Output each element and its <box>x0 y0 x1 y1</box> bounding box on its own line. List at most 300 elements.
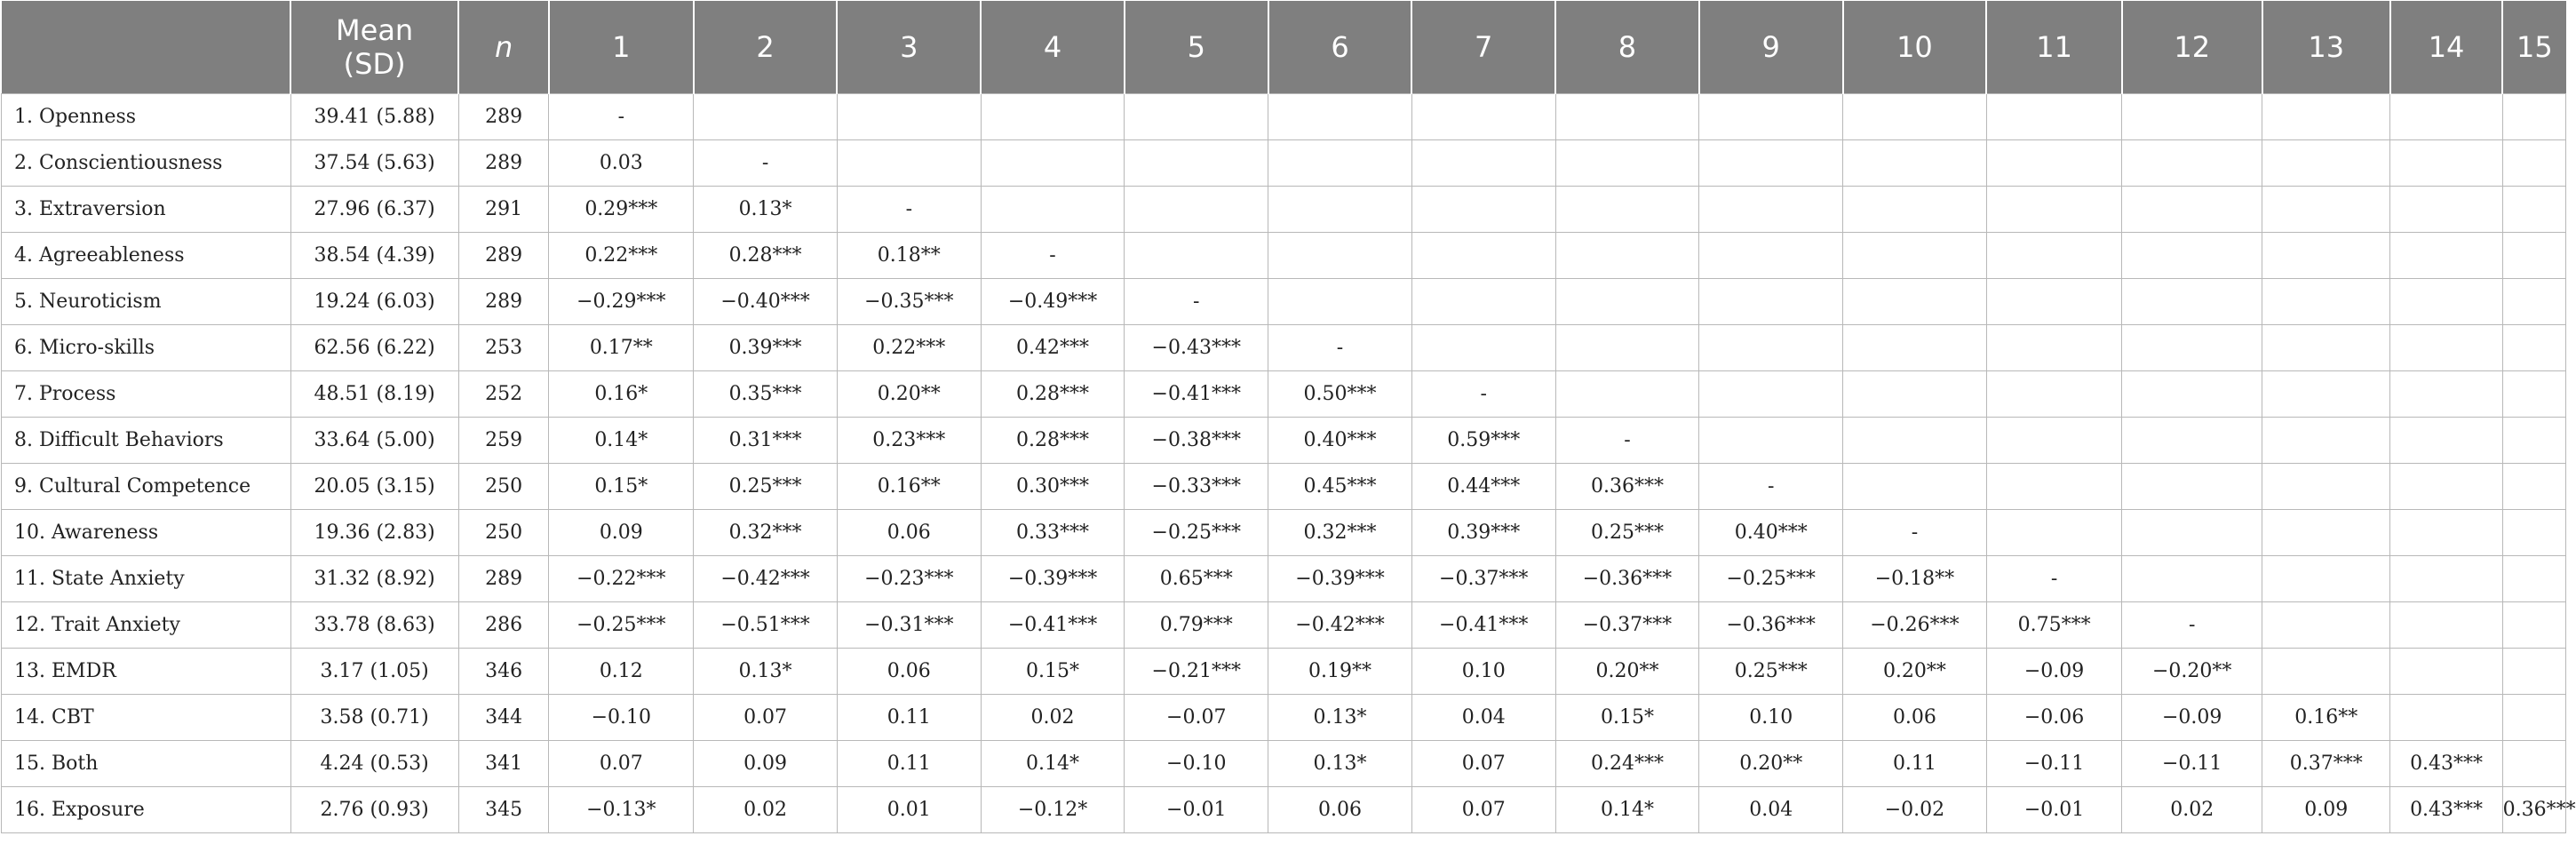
correlation-cell <box>1411 279 1555 325</box>
n-cell: 252 <box>458 371 549 418</box>
correlation-cell: −0.18** <box>1843 556 1987 602</box>
mean-sd-cell: 38.54 (4.39) <box>290 233 458 279</box>
correlation-cell <box>2390 556 2502 602</box>
correlation-cell <box>1699 325 1843 371</box>
correlation-cell: - <box>1411 371 1555 418</box>
correlation-cell: 0.75*** <box>1986 602 2122 649</box>
correlation-cell: −0.31*** <box>837 602 981 649</box>
header-blank <box>2 1 291 94</box>
correlation-cell <box>2390 418 2502 464</box>
correlation-cell <box>1843 464 1987 510</box>
correlation-cell <box>2390 510 2502 556</box>
correlation-cell: 0.03 <box>549 140 694 187</box>
n-cell: 289 <box>458 140 549 187</box>
correlation-cell: 0.20** <box>1555 649 1699 695</box>
variable-label: 12. Trait Anxiety <box>2 602 291 649</box>
correlation-cell: 0.44*** <box>1411 464 1555 510</box>
correlation-cell <box>2390 140 2502 187</box>
table-row <box>2 279 2566 325</box>
n-cell: 289 <box>458 279 549 325</box>
correlation-cell <box>1986 140 2122 187</box>
variable-label: 11. State Anxiety <box>2 556 291 602</box>
correlation-cell <box>981 187 1125 233</box>
table-body <box>2 94 2576 833</box>
table-row <box>2 510 2566 556</box>
correlation-cell <box>2262 602 2390 649</box>
table-row <box>2 649 2566 695</box>
correlation-cell: - <box>2122 602 2262 649</box>
correlation-cell <box>2502 695 2565 741</box>
correlation-cell <box>1555 140 1699 187</box>
n-cell: 289 <box>458 233 549 279</box>
correlation-cell: 0.79*** <box>1125 602 1268 649</box>
correlation-cell: −0.13* <box>549 787 694 833</box>
correlation-cell: 0.40*** <box>1699 510 1843 556</box>
correlation-cell <box>2122 279 2262 325</box>
mean-sd-cell: 4.24 (0.53) <box>290 741 458 787</box>
correlation-cell: 0.02 <box>2122 787 2262 833</box>
correlation-cell <box>2502 649 2565 695</box>
correlation-cell <box>2262 371 2390 418</box>
correlation-cell: - <box>1555 418 1699 464</box>
correlation-cell <box>2122 464 2262 510</box>
correlation-cell <box>1843 187 1987 233</box>
variable-label: 13. EMDR <box>2 649 291 695</box>
correlation-cell: 0.50*** <box>1268 371 1412 418</box>
correlation-cell: −0.01 <box>1986 787 2122 833</box>
correlation-cell: −0.41*** <box>1125 371 1268 418</box>
mean-sd-cell: 39.41 (5.88) <box>290 94 458 140</box>
table-row <box>2 233 2566 279</box>
correlation-cell: 0.65*** <box>1125 556 1268 602</box>
correlation-cell <box>1268 279 1412 325</box>
table-row <box>2 602 2566 649</box>
correlation-cell <box>2262 187 2390 233</box>
correlation-cell: 0.36*** <box>2502 787 2565 833</box>
n-cell: 291 <box>458 187 549 233</box>
correlation-cell <box>1699 187 1843 233</box>
mean-sd-cell: 2.76 (0.93) <box>290 787 458 833</box>
mean-sd-cell: 31.32 (8.92) <box>290 556 458 602</box>
correlation-cell: 0.32*** <box>694 510 838 556</box>
correlation-cell: −0.10 <box>549 695 694 741</box>
correlation-cell: 0.36*** <box>1555 464 1699 510</box>
correlation-cell <box>2262 233 2390 279</box>
correlation-cell: 0.43*** <box>2390 787 2502 833</box>
correlation-cell: - <box>837 187 981 233</box>
correlation-cell <box>1843 94 1987 140</box>
correlation-cell <box>1986 187 2122 233</box>
n-cell: 289 <box>458 556 549 602</box>
correlation-cell: 0.12 <box>549 649 694 695</box>
correlation-cell: −0.29*** <box>549 279 694 325</box>
correlation-cell <box>1411 140 1555 187</box>
correlation-cell <box>1843 140 1987 187</box>
correlation-cell: 0.06 <box>837 649 981 695</box>
correlation-cell: - <box>549 94 694 140</box>
correlation-cell: −0.23*** <box>837 556 981 602</box>
table-row <box>2 325 2566 371</box>
correlation-cell: 0.25*** <box>1699 649 1843 695</box>
correlation-cell <box>981 94 1125 140</box>
correlation-cell: −0.25*** <box>1699 556 1843 602</box>
variable-label: 4. Agreeableness <box>2 233 291 279</box>
correlation-cell: −0.33*** <box>1125 464 1268 510</box>
column-header: 11 <box>1986 1 2122 94</box>
correlation-cell <box>2502 741 2565 787</box>
correlation-cell: −0.11 <box>2122 741 2262 787</box>
mean-sd-cell: 37.54 (5.63) <box>290 140 458 187</box>
correlation-cell: 0.23*** <box>837 418 981 464</box>
correlation-cell <box>1411 94 1555 140</box>
correlation-cell <box>1699 418 1843 464</box>
column-header: Mean (SD) <box>290 1 458 94</box>
n-cell: 345 <box>458 787 549 833</box>
correlation-cell: 0.07 <box>1411 787 1555 833</box>
correlation-cell: 0.14* <box>1555 787 1699 833</box>
correlation-cell <box>1986 510 2122 556</box>
mean-sd-cell: 19.24 (6.03) <box>290 279 458 325</box>
correlation-cell <box>694 94 838 140</box>
correlation-cell: 0.11 <box>1843 741 1987 787</box>
correlation-cell <box>2262 94 2390 140</box>
correlation-cell: 0.14* <box>981 741 1125 787</box>
correlation-cell: −0.41*** <box>1411 602 1555 649</box>
variable-label: 7. Process <box>2 371 291 418</box>
correlation-cell <box>2122 325 2262 371</box>
correlation-cell: 0.24*** <box>1555 741 1699 787</box>
correlation-cell <box>1843 371 1987 418</box>
correlation-cell: −0.51*** <box>694 602 838 649</box>
correlation-cell <box>2122 510 2262 556</box>
correlation-cell <box>1699 371 1843 418</box>
correlation-cell: 0.45*** <box>1268 464 1412 510</box>
correlation-cell: - <box>1843 510 1987 556</box>
correlation-cell <box>1411 187 1555 233</box>
correlation-cell: 0.07 <box>549 741 694 787</box>
column-header: 14 <box>2390 1 2502 94</box>
correlation-cell: 0.28*** <box>981 418 1125 464</box>
correlation-cell: −0.10 <box>1125 741 1268 787</box>
correlation-cell: −0.41*** <box>981 602 1125 649</box>
correlation-cell: 0.20** <box>1699 741 1843 787</box>
correlation-cell: −0.26*** <box>1843 602 1987 649</box>
column-header: 6 <box>1268 1 1412 94</box>
mean-sd-cell: 62.56 (6.22) <box>290 325 458 371</box>
correlation-cell: 0.43*** <box>2390 741 2502 787</box>
correlation-cell <box>1268 94 1412 140</box>
correlation-cell: 0.13* <box>694 187 838 233</box>
correlation-cell <box>2122 233 2262 279</box>
correlation-cell: 0.35*** <box>694 371 838 418</box>
correlation-cell: −0.37*** <box>1411 556 1555 602</box>
correlation-cell: 0.22*** <box>837 325 981 371</box>
correlation-cell: −0.25*** <box>1125 510 1268 556</box>
correlation-cell: 0.11 <box>837 695 981 741</box>
correlation-cell: 0.07 <box>694 695 838 741</box>
correlation-cell <box>2262 325 2390 371</box>
mean-sd-cell: 19.36 (2.83) <box>290 510 458 556</box>
correlation-cell <box>2262 649 2390 695</box>
mean-sd-cell: 3.17 (1.05) <box>290 649 458 695</box>
correlation-cell <box>2390 94 2502 140</box>
correlation-cell <box>1986 325 2122 371</box>
table-row <box>2 464 2566 510</box>
column-header: 1 <box>549 1 694 94</box>
mean-sd-cell: 33.64 (5.00) <box>290 418 458 464</box>
variable-label: 10. Awareness <box>2 510 291 556</box>
correlation-cell: 0.01 <box>837 787 981 833</box>
column-header: 10 <box>1843 1 1987 94</box>
correlation-cell <box>1268 233 1412 279</box>
column-header: 9 <box>1699 1 1843 94</box>
correlation-cell: −0.12* <box>981 787 1125 833</box>
variable-label: 9. Cultural Competence <box>2 464 291 510</box>
correlation-cell: 0.15* <box>981 649 1125 695</box>
correlation-cell <box>2262 279 2390 325</box>
correlation-cell: - <box>1986 556 2122 602</box>
correlation-cell: 0.10 <box>1699 695 1843 741</box>
n-cell: 341 <box>458 741 549 787</box>
column-header: n <box>458 1 549 94</box>
correlation-cell <box>1555 233 1699 279</box>
correlation-cell: 0.16* <box>549 371 694 418</box>
correlation-cell <box>2502 94 2565 140</box>
correlation-cell: - <box>1125 279 1268 325</box>
correlation-cell: 0.16** <box>2262 695 2390 741</box>
correlation-cell <box>1699 233 1843 279</box>
mean-sd-cell: 20.05 (3.15) <box>290 464 458 510</box>
variable-label: 6. Micro-skills <box>2 325 291 371</box>
table-row <box>2 741 2566 787</box>
correlation-cell: 0.15* <box>1555 695 1699 741</box>
variable-label: 5. Neuroticism <box>2 279 291 325</box>
correlation-cell: 0.06 <box>1843 695 1987 741</box>
correlation-cell: 0.32*** <box>1268 510 1412 556</box>
correlation-cell: 0.40*** <box>1268 418 1412 464</box>
correlation-cell: 0.06 <box>1268 787 1412 833</box>
correlation-cell <box>2122 94 2262 140</box>
correlation-cell <box>2262 464 2390 510</box>
correlation-cell <box>1986 233 2122 279</box>
correlation-cell <box>2502 233 2565 279</box>
variable-label: 1. Openness <box>2 94 291 140</box>
column-header: 3 <box>837 1 981 94</box>
column-header: 8 <box>1555 1 1699 94</box>
correlation-cell: −0.42*** <box>694 556 838 602</box>
correlation-cell <box>2390 464 2502 510</box>
column-header: 7 <box>1411 1 1555 94</box>
table-row <box>2 140 2566 187</box>
correlation-cell <box>2122 140 2262 187</box>
correlation-cell: −0.39*** <box>981 556 1125 602</box>
correlation-cell <box>2502 510 2565 556</box>
correlation-cell <box>2502 279 2565 325</box>
correlation-cell <box>837 140 981 187</box>
correlation-cell <box>2122 187 2262 233</box>
correlation-cell: 0.13* <box>1268 695 1412 741</box>
column-header: 5 <box>1125 1 1268 94</box>
correlation-cell: 0.22*** <box>549 233 694 279</box>
correlation-cell <box>1125 140 1268 187</box>
correlation-cell <box>1411 325 1555 371</box>
correlation-cell <box>1268 140 1412 187</box>
correlation-cell <box>1125 187 1268 233</box>
correlation-cell: 0.06 <box>837 510 981 556</box>
correlation-cell: 0.30*** <box>981 464 1125 510</box>
n-cell: 289 <box>458 94 549 140</box>
correlation-cell: −0.11 <box>1986 741 2122 787</box>
correlation-cell: −0.39*** <box>1268 556 1412 602</box>
correlation-cell: −0.43*** <box>1125 325 1268 371</box>
table-row <box>2 418 2566 464</box>
table-row <box>2 94 2566 140</box>
correlation-cell <box>1555 279 1699 325</box>
correlation-cell: −0.01 <box>1125 787 1268 833</box>
correlation-cell <box>1986 94 2122 140</box>
mean-sd-cell: 33.78 (8.63) <box>290 602 458 649</box>
correlation-cell: 0.09 <box>549 510 694 556</box>
correlation-cell: 0.25*** <box>694 464 838 510</box>
correlation-cell <box>2390 233 2502 279</box>
correlation-cell <box>2390 695 2502 741</box>
correlation-cell <box>1411 233 1555 279</box>
correlation-cell: 0.13* <box>694 649 838 695</box>
correlation-cell: 0.28*** <box>694 233 838 279</box>
correlation-cell: 0.25*** <box>1555 510 1699 556</box>
correlation-cell <box>837 94 981 140</box>
correlation-cell: −0.09 <box>2122 695 2262 741</box>
correlation-cell: 0.15* <box>549 464 694 510</box>
correlation-cell: 0.59*** <box>1411 418 1555 464</box>
correlation-cell <box>1843 325 1987 371</box>
correlation-cell <box>2390 649 2502 695</box>
correlation-cell <box>1555 371 1699 418</box>
table-row <box>2 556 2566 602</box>
correlation-cell: −0.38*** <box>1125 418 1268 464</box>
correlation-cell: 0.28*** <box>981 371 1125 418</box>
correlation-cell: −0.06 <box>1986 695 2122 741</box>
correlation-cell: 0.19** <box>1268 649 1412 695</box>
correlation-cell <box>1555 94 1699 140</box>
correlation-cell <box>1699 94 1843 140</box>
correlation-cell: 0.31*** <box>694 418 838 464</box>
correlation-cell: 0.42*** <box>981 325 1125 371</box>
correlation-cell <box>2262 140 2390 187</box>
correlation-cell: −0.49*** <box>981 279 1125 325</box>
correlation-cell: 0.37*** <box>2262 741 2390 787</box>
variable-label: 15. Both <box>2 741 291 787</box>
correlation-cell: 0.04 <box>1699 787 1843 833</box>
column-header: 12 <box>2122 1 2262 94</box>
correlation-cell: 0.09 <box>694 741 838 787</box>
variable-label: 3. Extraversion <box>2 187 291 233</box>
correlation-cell: - <box>1699 464 1843 510</box>
header-row <box>2 1 2566 94</box>
correlation-cell <box>2390 279 2502 325</box>
variable-label: 16. Exposure <box>2 787 291 833</box>
mean-sd-cell: 27.96 (6.37) <box>290 187 458 233</box>
correlation-cell <box>1555 187 1699 233</box>
correlation-cell: 0.02 <box>694 787 838 833</box>
correlation-cell: 0.20** <box>1843 649 1987 695</box>
correlation-cell <box>1986 418 2122 464</box>
correlation-cell <box>2122 418 2262 464</box>
correlation-cell: 0.13* <box>1268 741 1412 787</box>
column-header: 13 <box>2262 1 2390 94</box>
correlation-cell <box>2262 418 2390 464</box>
correlation-cell: −0.20** <box>2122 649 2262 695</box>
correlation-cell: - <box>1268 325 1412 371</box>
correlation-cell <box>2502 140 2565 187</box>
variable-label: 14. CBT <box>2 695 291 741</box>
correlation-cell <box>2262 510 2390 556</box>
correlation-cell <box>1986 371 2122 418</box>
correlation-cell: 0.39*** <box>694 325 838 371</box>
correlation-cell <box>1986 279 2122 325</box>
correlation-cell <box>1555 325 1699 371</box>
correlation-cell: −0.02 <box>1843 787 1987 833</box>
correlation-cell: - <box>694 140 838 187</box>
correlation-cell <box>2502 187 2565 233</box>
correlation-cell: 0.39*** <box>1411 510 1555 556</box>
correlation-cell: −0.36*** <box>1699 602 1843 649</box>
n-cell: 259 <box>458 418 549 464</box>
n-cell: 346 <box>458 649 549 695</box>
correlation-cell: 0.09 <box>2262 787 2390 833</box>
table-row <box>2 187 2566 233</box>
correlation-cell <box>2122 556 2262 602</box>
n-cell: 286 <box>458 602 549 649</box>
correlation-cell <box>1268 187 1412 233</box>
correlation-cell: 0.33*** <box>981 510 1125 556</box>
table-header <box>2 1 2566 94</box>
correlation-cell: - <box>981 233 1125 279</box>
variable-label: 8. Difficult Behaviors <box>2 418 291 464</box>
correlation-cell <box>2390 325 2502 371</box>
correlation-cell: 0.02 <box>981 695 1125 741</box>
correlation-cell <box>2502 418 2565 464</box>
correlation-cell <box>1843 418 1987 464</box>
correlation-cell: −0.22*** <box>549 556 694 602</box>
n-cell: 344 <box>458 695 549 741</box>
correlation-cell <box>1125 94 1268 140</box>
correlation-cell <box>2502 371 2565 418</box>
correlation-cell: −0.35*** <box>837 279 981 325</box>
correlation-cell <box>2262 556 2390 602</box>
correlation-cell: −0.36*** <box>1555 556 1699 602</box>
correlation-cell: 0.16** <box>837 464 981 510</box>
correlation-cell <box>2122 371 2262 418</box>
correlation-cell <box>2502 556 2565 602</box>
correlation-cell: −0.09 <box>1986 649 2122 695</box>
mean-sd-cell: 48.51 (8.19) <box>290 371 458 418</box>
table-row <box>2 787 2566 833</box>
correlation-cell <box>1125 233 1268 279</box>
correlation-cell: 0.29*** <box>549 187 694 233</box>
correlation-cell <box>1843 279 1987 325</box>
correlation-cell <box>2502 325 2565 371</box>
column-header: 2 <box>694 1 838 94</box>
table-row <box>2 371 2566 418</box>
n-cell: 250 <box>458 510 549 556</box>
correlation-cell <box>1699 279 1843 325</box>
correlation-cell: 0.20** <box>837 371 981 418</box>
correlation-cell: 0.18** <box>837 233 981 279</box>
correlation-cell: 0.07 <box>1411 741 1555 787</box>
column-header: 4 <box>981 1 1125 94</box>
correlation-cell <box>1699 140 1843 187</box>
